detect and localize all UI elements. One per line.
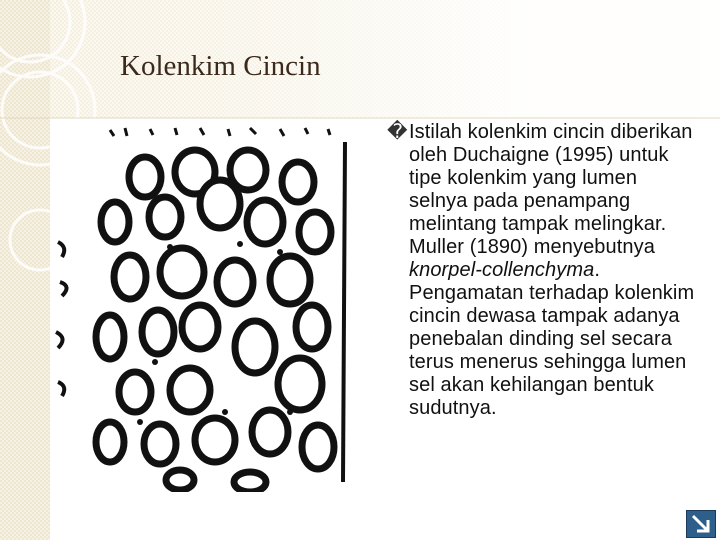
forward-arrow-icon (687, 511, 715, 537)
slide-title: Kolenkim Cincin (120, 50, 321, 82)
collenchyma-micrograph (50, 122, 355, 492)
bullet-paragraph (387, 121, 697, 420)
bullet-text-part2: . Pengamatan terhadap kolenkim cincin dewasa tampak adanya penebalan dinding sel secara terus menerus sehingga lumen sel akan kehilangan bentuk sudutnya. (409, 259, 695, 419)
bullet-text-block (387, 121, 697, 420)
bullet-icon: � (387, 121, 408, 143)
next-slide-button[interactable] (686, 510, 716, 538)
bullet-text-italic: knorpel-collenchyma (409, 259, 595, 281)
bullet-text-part1: Istilah kolenkim cincin diberikan oleh Duchaigne (1995) untuk tipe kolenkim yang lumen selnya pada penampang melintang tampak melingkar. Muller (1890) menyebutnya (409, 121, 693, 258)
